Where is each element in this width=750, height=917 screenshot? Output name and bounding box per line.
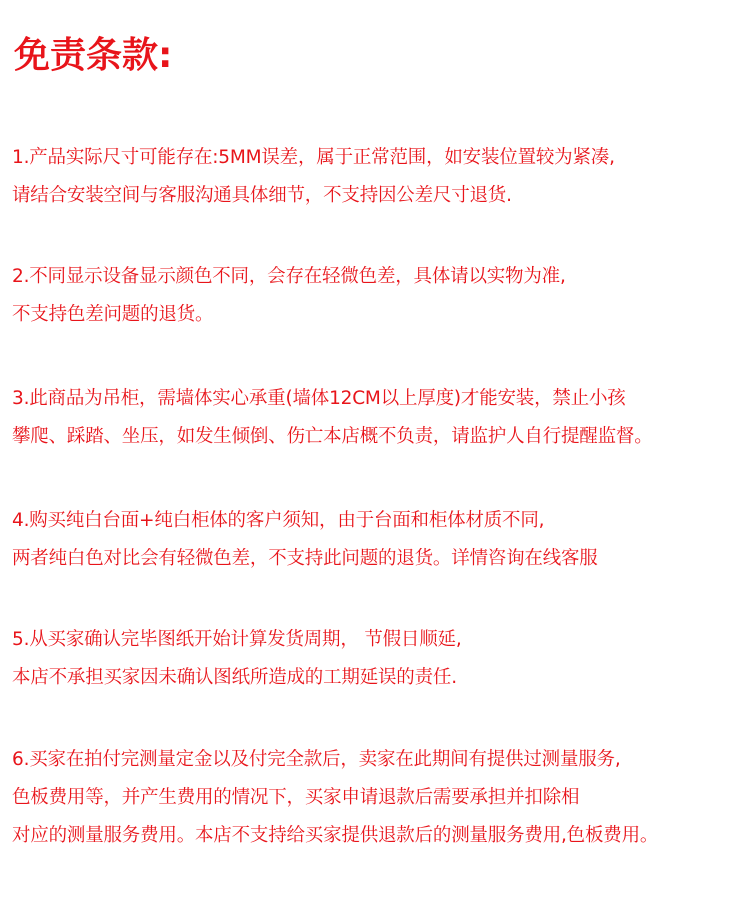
clause-5-line-1: 5.从买家确认完毕图纸开始计算发货周期， 节假日顺延, — [12, 629, 462, 650]
page-title: 免责条款: — [14, 35, 173, 76]
clause-4-line-1: 4.购买纯白台面+纯白柜体的客户须知，由于台面和柜体材质不同, — [12, 510, 545, 531]
clause-1-line-2: 请结合安装空间与客服沟通具体细节，不支持因公差尺寸退货. — [12, 185, 512, 206]
clause-6-line-3: 对应的测量服务费用。本店不支持给买家提供退款后的测量服务费用,色板费用。 — [12, 825, 659, 846]
clause-1-line-1: 1.产品实际尺寸可能存在:5MM误差，属于正常范围，如安装位置较为紧凑, — [12, 147, 615, 168]
clause-3-line-2: 攀爬、踩踏、坐压，如发生倾倒、伤亡本店概不负责，请监护人自行提醒监督。 — [12, 426, 653, 447]
clause-2-line-1: 2.不同显示设备显示颜色不同，会存在轻微色差，具体请以实物为准, — [12, 266, 566, 287]
clause-1 — [12, 139, 748, 215]
clause-6-line-1: 6.买家在拍付完测量定金以及付完全款后，卖家在此期间有提供过测量服务, — [12, 749, 621, 770]
clause-2-line-2: 不支持色差问题的退货。 — [12, 304, 214, 325]
clause-6 — [12, 741, 748, 855]
clause-4-line-2: 两者纯白色对比会有轻微色差，不支持此问题的退货。详情咨询在线客服 — [12, 548, 598, 569]
clause-5-line-2: 本店不承担买家因未确认图纸所造成的工期延误的责任. — [12, 667, 457, 688]
clause-4 — [12, 502, 748, 578]
clause-3 — [12, 380, 748, 456]
clause-2 — [12, 258, 748, 334]
clause-5 — [12, 621, 748, 697]
clause-6-line-2: 色板费用等，并产生费用的情况下，买家申请退款后需要承担并扣除相 — [12, 787, 580, 808]
clause-3-line-1: 3.此商品为吊柜，需墙体实心承重(墙体12CM以上厚度)才能安装，禁止小孩 — [12, 388, 626, 409]
